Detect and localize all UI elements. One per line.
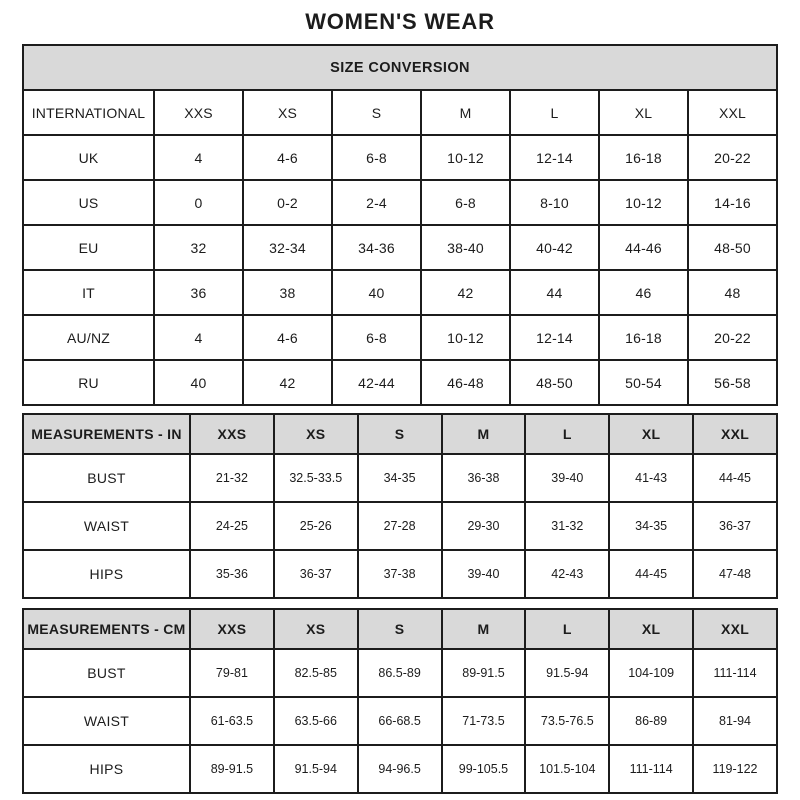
size-header-xl: XL [609, 414, 693, 454]
cell: 20-22 [688, 315, 777, 360]
cell: 6-8 [332, 315, 421, 360]
cell: 27-28 [358, 502, 442, 550]
cell: 91.5-94 [525, 649, 609, 697]
row-label: HIPS [23, 550, 190, 598]
cell: 2-4 [332, 180, 421, 225]
column-header-xxs: XXS [154, 90, 243, 135]
size-header-xl: XL [609, 609, 693, 649]
cell: 34-35 [609, 502, 693, 550]
cell: 40 [332, 270, 421, 315]
cell: 101.5-104 [525, 745, 609, 793]
cell: 38 [243, 270, 332, 315]
column-header-international: INTERNATIONAL [23, 90, 154, 135]
size-header-xs: XS [274, 414, 358, 454]
column-header-l: L [510, 90, 599, 135]
cell: 6-8 [421, 180, 510, 225]
cell: 31-32 [525, 502, 609, 550]
cell: 24-25 [190, 502, 274, 550]
cell: 47-48 [693, 550, 777, 598]
column-header-m: M [421, 90, 510, 135]
row-label: EU [23, 225, 154, 270]
table-row-us [23, 180, 777, 225]
size-header-m: M [442, 609, 526, 649]
measurements-in-table [22, 413, 778, 599]
row-label: BUST [23, 454, 190, 502]
cell: 44 [510, 270, 599, 315]
cell: 81-94 [693, 697, 777, 745]
cell: 56-58 [688, 360, 777, 405]
table-row-eu [23, 225, 777, 270]
cell: 32-34 [243, 225, 332, 270]
cell: 0-2 [243, 180, 332, 225]
cell: 42-44 [332, 360, 421, 405]
cell: 73.5-76.5 [525, 697, 609, 745]
size-header-l: L [525, 609, 609, 649]
cell: 111-114 [609, 745, 693, 793]
row-label: HIPS [23, 745, 190, 793]
column-header-xxl: XXL [688, 90, 777, 135]
cell: 40-42 [510, 225, 599, 270]
table-row-hips-in [23, 550, 777, 598]
cell: 10-12 [421, 135, 510, 180]
table-row-waist-in [23, 502, 777, 550]
cell: 48-50 [688, 225, 777, 270]
cell: 4-6 [243, 315, 332, 360]
cell: 10-12 [421, 315, 510, 360]
cell: 99-105.5 [442, 745, 526, 793]
cell: 46 [599, 270, 688, 315]
size-header-xxl: XXL [693, 414, 777, 454]
measurements-in-header: MEASUREMENTS - IN [23, 414, 190, 454]
row-label: AU/NZ [23, 315, 154, 360]
row-label: IT [23, 270, 154, 315]
cell: 32 [154, 225, 243, 270]
cell: 44-45 [693, 454, 777, 502]
cell: 61-63.5 [190, 697, 274, 745]
cell: 41-43 [609, 454, 693, 502]
cell: 16-18 [599, 135, 688, 180]
table-row-uk [23, 135, 777, 180]
measurements-cm-table [22, 608, 778, 794]
cell: 0 [154, 180, 243, 225]
table-row-ru [23, 360, 777, 405]
cell: 34-35 [358, 454, 442, 502]
page-title: WOMEN'S WEAR [305, 9, 495, 34]
size-header-xxs: XXS [190, 414, 274, 454]
cell: 44-46 [599, 225, 688, 270]
cell: 111-114 [693, 649, 777, 697]
cell: 16-18 [599, 315, 688, 360]
measurements-in-header-row [23, 414, 777, 454]
cell: 36-37 [274, 550, 358, 598]
cell: 4-6 [243, 135, 332, 180]
size-conversion-header: SIZE CONVERSION [23, 45, 777, 90]
size-header-xxs: XXS [190, 609, 274, 649]
cell: 63.5-66 [274, 697, 358, 745]
cell: 42-43 [525, 550, 609, 598]
cell: 66-68.5 [358, 697, 442, 745]
size-header-s: S [358, 609, 442, 649]
cell: 12-14 [510, 315, 599, 360]
table-row-bust-in [23, 454, 777, 502]
cell: 86-89 [609, 697, 693, 745]
column-header-s: S [332, 90, 421, 135]
cell: 50-54 [599, 360, 688, 405]
cell: 25-26 [274, 502, 358, 550]
cell: 29-30 [442, 502, 526, 550]
size-header-xxl: XXL [693, 609, 777, 649]
size-header-xs: XS [274, 609, 358, 649]
cell: 35-36 [190, 550, 274, 598]
measurements-cm-header: MEASUREMENTS - CM [23, 609, 190, 649]
cell: 36-37 [693, 502, 777, 550]
column-header-row [23, 90, 777, 135]
cell: 79-81 [190, 649, 274, 697]
table-row-it [23, 270, 777, 315]
cell: 4 [154, 315, 243, 360]
cell: 71-73.5 [442, 697, 526, 745]
cell: 36 [154, 270, 243, 315]
size-header-l: L [525, 414, 609, 454]
cell: 38-40 [421, 225, 510, 270]
cell: 91.5-94 [274, 745, 358, 793]
cell: 119-122 [693, 745, 777, 793]
row-label: US [23, 180, 154, 225]
column-header-xs: XS [243, 90, 332, 135]
cell: 44-45 [609, 550, 693, 598]
cell: 40 [154, 360, 243, 405]
row-label: UK [23, 135, 154, 180]
cell: 94-96.5 [358, 745, 442, 793]
cell: 42 [421, 270, 510, 315]
row-label: WAIST [23, 502, 190, 550]
cell: 42 [243, 360, 332, 405]
size-header-s: S [358, 414, 442, 454]
table-row-waist-cm [23, 697, 777, 745]
cell: 48 [688, 270, 777, 315]
size-conversion-header-row [23, 45, 777, 90]
cell: 20-22 [688, 135, 777, 180]
cell: 39-40 [525, 454, 609, 502]
cell: 82.5-85 [274, 649, 358, 697]
cell: 48-50 [510, 360, 599, 405]
cell: 4 [154, 135, 243, 180]
cell: 104-109 [609, 649, 693, 697]
cell: 46-48 [421, 360, 510, 405]
row-label: BUST [23, 649, 190, 697]
cell: 32.5-33.5 [274, 454, 358, 502]
measurements-cm-header-row [23, 609, 777, 649]
size-header-m: M [442, 414, 526, 454]
cell: 86.5-89 [358, 649, 442, 697]
row-label: RU [23, 360, 154, 405]
size-conversion-table [22, 44, 778, 406]
row-label: WAIST [23, 697, 190, 745]
cell: 8-10 [510, 180, 599, 225]
cell: 89-91.5 [442, 649, 526, 697]
cell: 21-32 [190, 454, 274, 502]
cell: 14-16 [688, 180, 777, 225]
cell: 39-40 [442, 550, 526, 598]
column-header-xl: XL [599, 90, 688, 135]
cell: 34-36 [332, 225, 421, 270]
cell: 12-14 [510, 135, 599, 180]
cell: 36-38 [442, 454, 526, 502]
table-row-aunz [23, 315, 777, 360]
cell: 10-12 [599, 180, 688, 225]
cell: 6-8 [332, 135, 421, 180]
table-row-bust-cm [23, 649, 777, 697]
cell: 37-38 [358, 550, 442, 598]
cell: 89-91.5 [190, 745, 274, 793]
table-row-hips-cm [23, 745, 777, 793]
